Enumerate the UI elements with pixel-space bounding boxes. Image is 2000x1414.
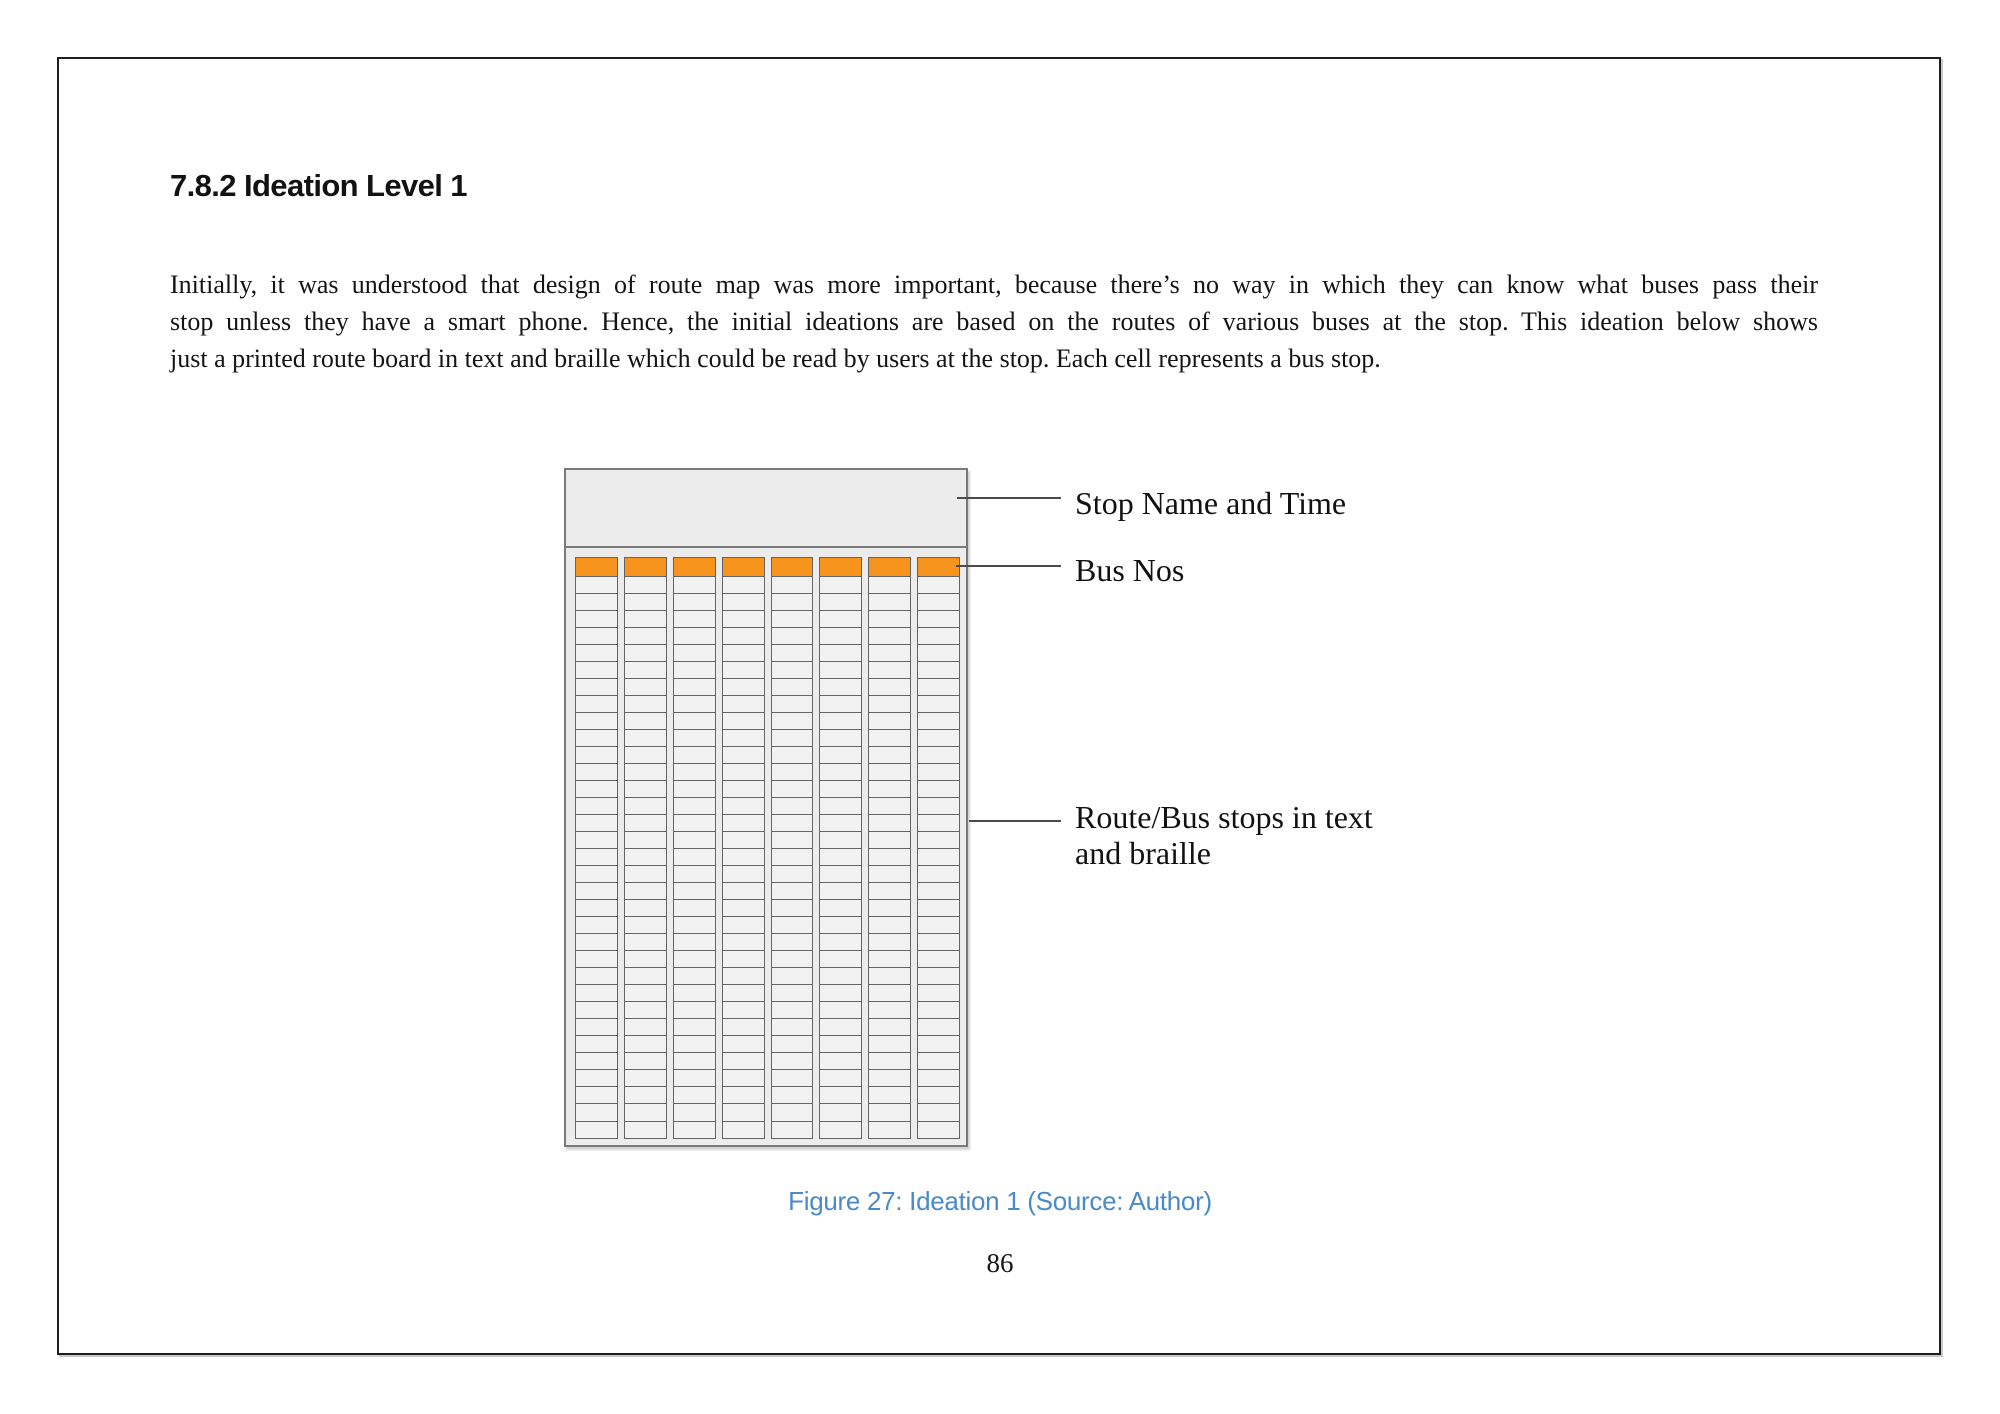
stop-cell bbox=[624, 950, 667, 969]
stop-cell bbox=[771, 695, 814, 714]
stop-cell bbox=[575, 661, 618, 680]
stop-cell bbox=[624, 712, 667, 731]
stop-cell bbox=[771, 644, 814, 663]
stop-cell bbox=[917, 661, 960, 680]
stop-cell bbox=[917, 763, 960, 782]
stop-cell bbox=[917, 1035, 960, 1054]
stop-cell bbox=[673, 865, 716, 884]
stop-cell bbox=[917, 627, 960, 646]
stop-cell bbox=[624, 763, 667, 782]
stop-cell bbox=[819, 712, 862, 731]
leader-line-bus-nos bbox=[956, 565, 1061, 567]
stop-cell bbox=[819, 780, 862, 799]
page-number: 86 bbox=[986, 1248, 1014, 1278]
stop-cell bbox=[868, 1103, 911, 1122]
stop-cell bbox=[624, 1052, 667, 1071]
stop-cell bbox=[575, 780, 618, 799]
leader-line-route-stops bbox=[969, 820, 1061, 822]
stop-cell bbox=[917, 1086, 960, 1105]
stop-cell bbox=[673, 1103, 716, 1122]
stop-cell bbox=[868, 967, 911, 986]
stop-cell bbox=[868, 848, 911, 867]
stop-cell bbox=[868, 831, 911, 850]
stop-cell bbox=[819, 1069, 862, 1088]
stop-cell bbox=[575, 865, 618, 884]
stop-cell bbox=[819, 746, 862, 765]
stop-cell bbox=[819, 610, 862, 629]
stop-cell bbox=[868, 1018, 911, 1037]
stop-cell bbox=[673, 814, 716, 833]
route-board-figure bbox=[564, 468, 968, 1147]
stop-cell bbox=[868, 712, 911, 731]
route-board-columns bbox=[566, 548, 966, 1139]
stop-cell bbox=[819, 831, 862, 850]
paragraph-line-1: Initially, it was understood that design of route map was more important, because there’s no way in which they can know what buses pass their bbox=[170, 270, 1818, 299]
stop-cell bbox=[673, 916, 716, 935]
stop-cell bbox=[575, 1018, 618, 1037]
route-column bbox=[819, 557, 862, 1139]
stop-cell bbox=[722, 627, 765, 646]
bus-number-cell bbox=[673, 557, 716, 577]
stop-cell bbox=[868, 814, 911, 833]
stop-cell bbox=[673, 797, 716, 816]
stop-cell bbox=[722, 1018, 765, 1037]
stop-cell bbox=[771, 1001, 814, 1020]
leader-line-stop-name bbox=[957, 497, 1061, 499]
stop-cell bbox=[771, 848, 814, 867]
stop-cell bbox=[722, 797, 765, 816]
route-column bbox=[868, 557, 911, 1139]
stop-cell bbox=[819, 661, 862, 680]
stop-cell bbox=[575, 967, 618, 986]
stop-cell bbox=[575, 848, 618, 867]
stop-cell bbox=[917, 593, 960, 612]
stop-cell bbox=[771, 899, 814, 918]
stop-cell bbox=[868, 882, 911, 901]
stop-cell bbox=[868, 984, 911, 1003]
stop-cell bbox=[771, 1035, 814, 1054]
stop-cell bbox=[868, 916, 911, 935]
stop-cell bbox=[575, 644, 618, 663]
stop-cell bbox=[917, 729, 960, 748]
stop-cell bbox=[868, 1086, 911, 1105]
stop-cell bbox=[575, 797, 618, 816]
stop-cell bbox=[819, 763, 862, 782]
route-column bbox=[771, 557, 814, 1139]
stop-cell bbox=[673, 576, 716, 595]
stop-cell bbox=[624, 933, 667, 952]
stop-cell bbox=[917, 678, 960, 697]
stop-cell bbox=[673, 831, 716, 850]
stop-cell bbox=[771, 967, 814, 986]
stop-cell bbox=[722, 780, 765, 799]
stop-cell bbox=[819, 916, 862, 935]
stop-cell bbox=[575, 984, 618, 1003]
stop-cell bbox=[575, 831, 618, 850]
stop-cell bbox=[771, 916, 814, 935]
stop-cell bbox=[624, 661, 667, 680]
route-column bbox=[673, 557, 716, 1139]
stop-cell bbox=[868, 899, 911, 918]
stop-cell bbox=[722, 610, 765, 629]
stop-cell bbox=[819, 933, 862, 952]
stop-cell bbox=[868, 950, 911, 969]
stop-cell bbox=[575, 729, 618, 748]
stop-cell bbox=[917, 1052, 960, 1071]
label-route-bus-stops bbox=[1075, 799, 1373, 871]
stop-cell bbox=[819, 950, 862, 969]
stop-cell bbox=[575, 916, 618, 935]
stop-cell bbox=[722, 814, 765, 833]
stop-cell bbox=[624, 882, 667, 901]
stop-cell bbox=[624, 831, 667, 850]
stop-cell bbox=[673, 678, 716, 697]
stop-cell bbox=[868, 678, 911, 697]
stop-cell bbox=[819, 1035, 862, 1054]
stop-cell bbox=[917, 916, 960, 935]
stop-cell bbox=[819, 678, 862, 697]
stop-cell bbox=[673, 848, 716, 867]
stop-cell bbox=[575, 678, 618, 697]
stop-cell bbox=[771, 1103, 814, 1122]
stop-cell bbox=[624, 695, 667, 714]
stop-cell bbox=[722, 729, 765, 748]
stop-cell bbox=[819, 644, 862, 663]
paragraph-line-3: just a printed route board in text and braille which could be read by users at the stop. Each cell represents a bus stop. bbox=[170, 344, 1381, 373]
bus-number-cell bbox=[624, 557, 667, 577]
stop-cell bbox=[868, 644, 911, 663]
stop-cell bbox=[624, 1103, 667, 1122]
stop-cell bbox=[819, 1018, 862, 1037]
stop-cell bbox=[624, 899, 667, 918]
stop-cell bbox=[771, 1069, 814, 1088]
stop-cell bbox=[673, 712, 716, 731]
stop-cell bbox=[673, 1052, 716, 1071]
stop-cell bbox=[575, 814, 618, 833]
stop-cell bbox=[917, 984, 960, 1003]
stop-cell bbox=[575, 1001, 618, 1020]
stop-cell bbox=[868, 610, 911, 629]
stop-cell bbox=[819, 593, 862, 612]
stop-cell bbox=[868, 729, 911, 748]
stop-cell bbox=[722, 1086, 765, 1105]
stop-cell bbox=[575, 950, 618, 969]
stop-cell bbox=[819, 627, 862, 646]
stop-cell bbox=[673, 967, 716, 986]
stop-cell bbox=[722, 576, 765, 595]
bus-number-cell bbox=[575, 557, 618, 577]
stop-cell bbox=[673, 593, 716, 612]
stop-cell bbox=[819, 1103, 862, 1122]
stop-cell bbox=[722, 678, 765, 697]
stop-cell bbox=[673, 882, 716, 901]
stop-cell bbox=[575, 610, 618, 629]
stop-cell bbox=[575, 763, 618, 782]
figure-caption: Figure 27: Ideation 1 (Source: Author) bbox=[788, 1186, 1212, 1216]
stop-cell bbox=[722, 882, 765, 901]
stop-cell bbox=[624, 797, 667, 816]
stop-cell bbox=[673, 644, 716, 663]
stop-cell bbox=[917, 1018, 960, 1037]
stop-cell bbox=[673, 780, 716, 799]
stop-cell bbox=[575, 627, 618, 646]
stop-cell bbox=[624, 644, 667, 663]
stop-cell bbox=[673, 950, 716, 969]
stop-cell bbox=[673, 1121, 716, 1140]
stop-cell bbox=[575, 882, 618, 901]
stop-cell bbox=[722, 661, 765, 680]
stop-cell bbox=[722, 1001, 765, 1020]
stop-cell bbox=[819, 899, 862, 918]
stop-cell bbox=[673, 610, 716, 629]
stop-cell bbox=[771, 865, 814, 884]
stop-cell bbox=[868, 661, 911, 680]
stop-cell bbox=[575, 1052, 618, 1071]
stop-cell bbox=[624, 678, 667, 697]
stop-cell bbox=[868, 627, 911, 646]
stop-cell bbox=[722, 746, 765, 765]
stop-cell bbox=[673, 899, 716, 918]
stop-cell bbox=[624, 1018, 667, 1037]
stop-cell bbox=[575, 576, 618, 595]
stop-cell bbox=[575, 712, 618, 731]
stop-cell bbox=[722, 1069, 765, 1088]
stop-cell bbox=[819, 1086, 862, 1105]
stop-cell bbox=[673, 729, 716, 748]
stop-cell bbox=[624, 1001, 667, 1020]
stop-cell bbox=[624, 848, 667, 867]
stop-cell bbox=[624, 593, 667, 612]
stop-cell bbox=[624, 729, 667, 748]
label-bus-nos: Bus Nos bbox=[1075, 552, 1185, 588]
stop-cell bbox=[575, 1121, 618, 1140]
stop-cell bbox=[868, 797, 911, 816]
route-column bbox=[624, 557, 667, 1139]
stop-cell bbox=[771, 1121, 814, 1140]
stop-cell bbox=[868, 576, 911, 595]
label-route-bus-stops-line-1: Route/Bus stops in text bbox=[1075, 799, 1373, 835]
stop-cell bbox=[624, 814, 667, 833]
stop-cell bbox=[673, 1018, 716, 1037]
stop-cell bbox=[771, 950, 814, 969]
stop-cell bbox=[917, 933, 960, 952]
stop-cell bbox=[722, 1035, 765, 1054]
stop-cell bbox=[722, 933, 765, 952]
stop-cell bbox=[771, 797, 814, 816]
stop-cell bbox=[868, 746, 911, 765]
stop-cell bbox=[575, 746, 618, 765]
bus-number-cell bbox=[722, 557, 765, 577]
stop-cell bbox=[575, 1086, 618, 1105]
stop-cell bbox=[575, 695, 618, 714]
stop-cell bbox=[819, 984, 862, 1003]
stop-name-header-area bbox=[566, 470, 966, 548]
stop-cell bbox=[917, 865, 960, 884]
stop-cell bbox=[575, 1069, 618, 1088]
body-paragraph bbox=[170, 266, 1818, 377]
stop-cell bbox=[624, 967, 667, 986]
stop-cell bbox=[624, 1121, 667, 1140]
stop-cell bbox=[868, 780, 911, 799]
stop-cell bbox=[673, 933, 716, 952]
stop-cell bbox=[917, 831, 960, 850]
stop-cell bbox=[771, 814, 814, 833]
label-route-bus-stops-line-2: and braille bbox=[1075, 835, 1211, 871]
stop-cell bbox=[868, 1121, 911, 1140]
stop-cell bbox=[722, 763, 765, 782]
stop-cell bbox=[673, 1069, 716, 1088]
stop-cell bbox=[819, 695, 862, 714]
stop-cell bbox=[624, 984, 667, 1003]
stop-cell bbox=[624, 1069, 667, 1088]
stop-cell bbox=[819, 967, 862, 986]
stop-cell bbox=[771, 933, 814, 952]
stop-cell bbox=[673, 763, 716, 782]
stop-cell bbox=[722, 967, 765, 986]
paragraph-line-2: stop unless they have a smart phone. Hence, the initial ideations are based on the routes of various buses at the stop. This ideation below shows bbox=[170, 307, 1818, 336]
stop-cell bbox=[819, 1052, 862, 1071]
route-column bbox=[575, 557, 618, 1139]
stop-cell bbox=[917, 1121, 960, 1140]
stop-cell bbox=[722, 916, 765, 935]
stop-cell bbox=[819, 848, 862, 867]
stop-cell bbox=[624, 746, 667, 765]
stop-cell bbox=[673, 661, 716, 680]
stop-cell bbox=[868, 593, 911, 612]
stop-cell bbox=[722, 1103, 765, 1122]
stop-cell bbox=[722, 1121, 765, 1140]
stop-cell bbox=[771, 678, 814, 697]
section-heading: 7.8.2 Ideation Level 1 bbox=[170, 168, 467, 203]
bus-number-cell bbox=[771, 557, 814, 577]
stop-cell bbox=[771, 661, 814, 680]
stop-cell bbox=[771, 627, 814, 646]
stop-cell bbox=[819, 865, 862, 884]
stop-cell bbox=[917, 695, 960, 714]
label-stop-name-and-time: Stop Name and Time bbox=[1075, 485, 1347, 521]
stop-cell bbox=[673, 1001, 716, 1020]
stop-cell bbox=[771, 593, 814, 612]
stop-cell bbox=[624, 576, 667, 595]
stop-cell bbox=[819, 576, 862, 595]
stop-cell bbox=[624, 1035, 667, 1054]
stop-cell bbox=[624, 1086, 667, 1105]
stop-cell bbox=[771, 1052, 814, 1071]
stop-cell bbox=[624, 610, 667, 629]
stop-cell bbox=[575, 593, 618, 612]
stop-cell bbox=[673, 984, 716, 1003]
stop-cell bbox=[917, 848, 960, 867]
stop-cell bbox=[771, 831, 814, 850]
stop-cell bbox=[624, 916, 667, 935]
page-border bbox=[57, 57, 1941, 1355]
stop-cell bbox=[819, 1121, 862, 1140]
stop-cell bbox=[868, 1069, 911, 1088]
stop-cell bbox=[722, 865, 765, 884]
stop-cell bbox=[771, 729, 814, 748]
stop-cell bbox=[722, 593, 765, 612]
stop-cell bbox=[917, 610, 960, 629]
stop-cell bbox=[771, 984, 814, 1003]
stop-cell bbox=[771, 1018, 814, 1037]
stop-cell bbox=[771, 780, 814, 799]
stop-cell bbox=[917, 797, 960, 816]
stop-cell bbox=[771, 712, 814, 731]
stop-cell bbox=[771, 576, 814, 595]
stop-cell bbox=[917, 950, 960, 969]
stop-cell bbox=[917, 1001, 960, 1020]
stop-cell bbox=[575, 933, 618, 952]
stop-cell bbox=[722, 950, 765, 969]
stop-cell bbox=[575, 1035, 618, 1054]
stop-cell bbox=[673, 695, 716, 714]
stop-cell bbox=[819, 797, 862, 816]
stop-cell bbox=[624, 780, 667, 799]
bus-number-cell bbox=[868, 557, 911, 577]
stop-cell bbox=[673, 627, 716, 646]
stop-cell bbox=[624, 627, 667, 646]
stop-cell bbox=[917, 1103, 960, 1122]
stop-cell bbox=[819, 882, 862, 901]
stop-cell bbox=[722, 1052, 765, 1071]
stop-cell bbox=[917, 899, 960, 918]
stop-cell bbox=[917, 1069, 960, 1088]
stop-cell bbox=[771, 882, 814, 901]
stop-cell bbox=[673, 1035, 716, 1054]
stop-cell bbox=[624, 865, 667, 884]
stop-cell bbox=[868, 1052, 911, 1071]
bus-number-cell bbox=[917, 557, 960, 577]
stop-cell bbox=[917, 882, 960, 901]
route-column bbox=[722, 557, 765, 1139]
stop-cell bbox=[917, 814, 960, 833]
stop-cell bbox=[575, 899, 618, 918]
stop-cell bbox=[917, 712, 960, 731]
stop-cell bbox=[722, 899, 765, 918]
stop-cell bbox=[771, 746, 814, 765]
stop-cell bbox=[868, 695, 911, 714]
stop-cell bbox=[575, 1103, 618, 1122]
stop-cell bbox=[917, 780, 960, 799]
stop-cell bbox=[673, 746, 716, 765]
bus-number-cell bbox=[819, 557, 862, 577]
stop-cell bbox=[917, 576, 960, 595]
stop-cell bbox=[771, 1086, 814, 1105]
stop-cell bbox=[819, 729, 862, 748]
stop-cell bbox=[771, 610, 814, 629]
stop-cell bbox=[917, 644, 960, 663]
stop-cell bbox=[771, 763, 814, 782]
stop-cell bbox=[722, 831, 765, 850]
stop-cell bbox=[819, 1001, 862, 1020]
stop-cell bbox=[868, 1001, 911, 1020]
stop-cell bbox=[673, 1086, 716, 1105]
stop-cell bbox=[722, 712, 765, 731]
stop-cell bbox=[917, 967, 960, 986]
stop-cell bbox=[722, 848, 765, 867]
stop-cell bbox=[917, 746, 960, 765]
stop-cell bbox=[868, 763, 911, 782]
stop-cell bbox=[722, 644, 765, 663]
stop-cell bbox=[722, 695, 765, 714]
route-column bbox=[917, 557, 960, 1139]
stop-cell bbox=[868, 1035, 911, 1054]
stop-cell bbox=[819, 814, 862, 833]
stop-cell bbox=[722, 984, 765, 1003]
stop-cell bbox=[868, 865, 911, 884]
stop-cell bbox=[868, 933, 911, 952]
